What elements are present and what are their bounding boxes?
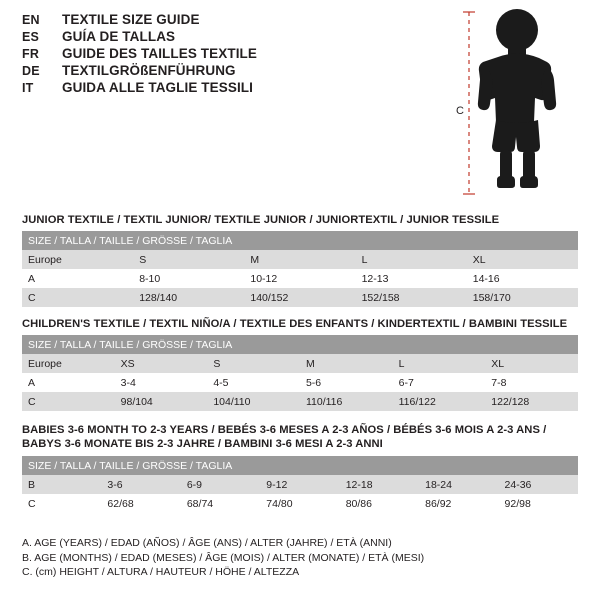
cell: 4-5 — [207, 373, 300, 392]
cell: S — [133, 250, 244, 269]
cell: 152/158 — [356, 288, 467, 307]
section-junior-textile — [22, 214, 578, 307]
cell: 18-24 — [419, 475, 498, 494]
table-head-row — [22, 456, 578, 475]
cell: 10-12 — [244, 269, 355, 288]
babies-size-table — [22, 456, 578, 513]
cell: 74/80 — [260, 494, 339, 513]
section-babies-textile — [22, 423, 578, 513]
table-head-label: SIZE / TALLA / TAILLE / GRÖSSE / TAGLIA — [22, 335, 578, 354]
language-code: EN — [22, 13, 40, 27]
cell: 86/92 — [419, 494, 498, 513]
cell: 110/116 — [300, 392, 393, 411]
cell: 98/104 — [115, 392, 208, 411]
row-label: Europe — [22, 250, 133, 269]
children-size-table — [22, 335, 578, 411]
row-label: C — [22, 494, 101, 513]
cell: 158/170 — [467, 288, 578, 307]
language-code: IT — [22, 81, 34, 95]
cell: 128/140 — [133, 288, 244, 307]
header-row — [22, 46, 442, 61]
table-row — [22, 269, 578, 288]
table-row — [22, 288, 578, 307]
cell: 3-4 — [115, 373, 208, 392]
cell: M — [300, 354, 393, 373]
cell: 7-8 — [485, 373, 578, 392]
cell: 6-7 — [393, 373, 486, 392]
table-head-row — [22, 231, 578, 250]
cell: 104/110 — [207, 392, 300, 411]
language-code: ES — [22, 30, 40, 44]
header-row — [22, 80, 442, 95]
cell: 3-6 — [101, 475, 180, 494]
height-measure-label: C — [456, 105, 464, 117]
language-code: DE — [22, 64, 40, 78]
section-childrens-textile — [22, 318, 578, 411]
row-label: C — [22, 288, 133, 307]
header-row — [22, 12, 442, 27]
junior-size-table — [22, 231, 578, 307]
cell: XS — [115, 354, 208, 373]
header-row — [22, 63, 442, 78]
legend-line-b: B. AGE (MONTHS) / EDAD (MESES) / ÂGE (MOIS) / ALTER (MONATE) / ETÀ (MESI) — [22, 551, 425, 564]
section-title: CHILDREN'S TEXTILE / TEXTIL NIÑO/A / TEXTILE DES ENFANTS / KINDERTEXTIL / BAMBINI TESSILE — [22, 318, 568, 330]
language-header — [22, 12, 442, 97]
cell: L — [393, 354, 486, 373]
row-label: Europe — [22, 354, 115, 373]
table-head-row — [22, 335, 578, 354]
cell: M — [244, 250, 355, 269]
cell: 8-10 — [133, 269, 244, 288]
table-row — [22, 494, 578, 513]
row-label: A — [22, 373, 115, 392]
table-head-label: SIZE / TALLA / TAILLE / GRÖSSE / TAGLIA — [22, 231, 578, 250]
language-code: FR — [22, 47, 40, 61]
table-head-label: SIZE / TALLA / TAILLE / GRÖSSE / TAGLIA — [22, 456, 578, 475]
cell: 140/152 — [244, 288, 355, 307]
cell: 80/86 — [340, 494, 419, 513]
language-title: GUIDE DES TAILLES TEXTILE — [62, 46, 258, 61]
cell: XL — [485, 354, 578, 373]
cell: 92/98 — [499, 494, 578, 513]
cell: 14-16 — [467, 269, 578, 288]
header-row — [22, 29, 442, 44]
table-row — [22, 392, 578, 411]
table-row — [22, 475, 578, 494]
cell: 6-9 — [181, 475, 260, 494]
table-row — [22, 373, 578, 392]
language-title: TEXTILGRÖßENFÜHRUNG — [62, 63, 236, 78]
cell: S — [207, 354, 300, 373]
cell: XL — [467, 250, 578, 269]
cell: 68/74 — [181, 494, 260, 513]
row-label: C — [22, 392, 115, 411]
cell: 62/68 — [101, 494, 180, 513]
legend-line-a: A. AGE (YEARS) / EDAD (AÑOS) / ÂGE (ANS) / ALTER (JAHRE) / ETÀ (ANNI) — [22, 537, 392, 549]
table-row — [22, 250, 578, 269]
legend — [22, 536, 578, 580]
legend-line-c: C. (cm) HEIGHT / ALTURA / HAUTEUR / HÖHE / ALTEZZA — [22, 566, 300, 578]
cell: 122/128 — [485, 392, 578, 411]
cell: 12-18 — [340, 475, 419, 494]
cell: 116/122 — [393, 392, 486, 411]
child-silhouette-icon — [455, 8, 585, 198]
cell: L — [356, 250, 467, 269]
row-label: A — [22, 269, 133, 288]
cell: 9-12 — [260, 475, 339, 494]
section-title: BABIES 3-6 MONTH TO 2-3 YEARS / BEBÉS 3-6 MESES A 2-3 AÑOS / BÉBÉS 3-6 MOIS A 2-3 ANS / BABYS 3-6 MONATE BIS 2-3 JAHRE / BAMBINI 3-6 MESI A 2-3 ANNI — [22, 424, 547, 450]
cell: 12-13 — [356, 269, 467, 288]
language-title: GUIDA ALLE TAGLIE TESSILI — [62, 80, 253, 95]
table-row — [22, 354, 578, 373]
row-label: B — [22, 475, 101, 494]
cell: 5-6 — [300, 373, 393, 392]
section-title: JUNIOR TEXTILE / TEXTIL JUNIOR/ TEXTILE JUNIOR / JUNIORTEXTIL / JUNIOR TESSILE — [22, 214, 500, 226]
cell: 24-36 — [499, 475, 578, 494]
language-title: TEXTILE SIZE GUIDE — [62, 12, 200, 27]
language-title: GUÍA DE TALLAS — [62, 29, 176, 44]
